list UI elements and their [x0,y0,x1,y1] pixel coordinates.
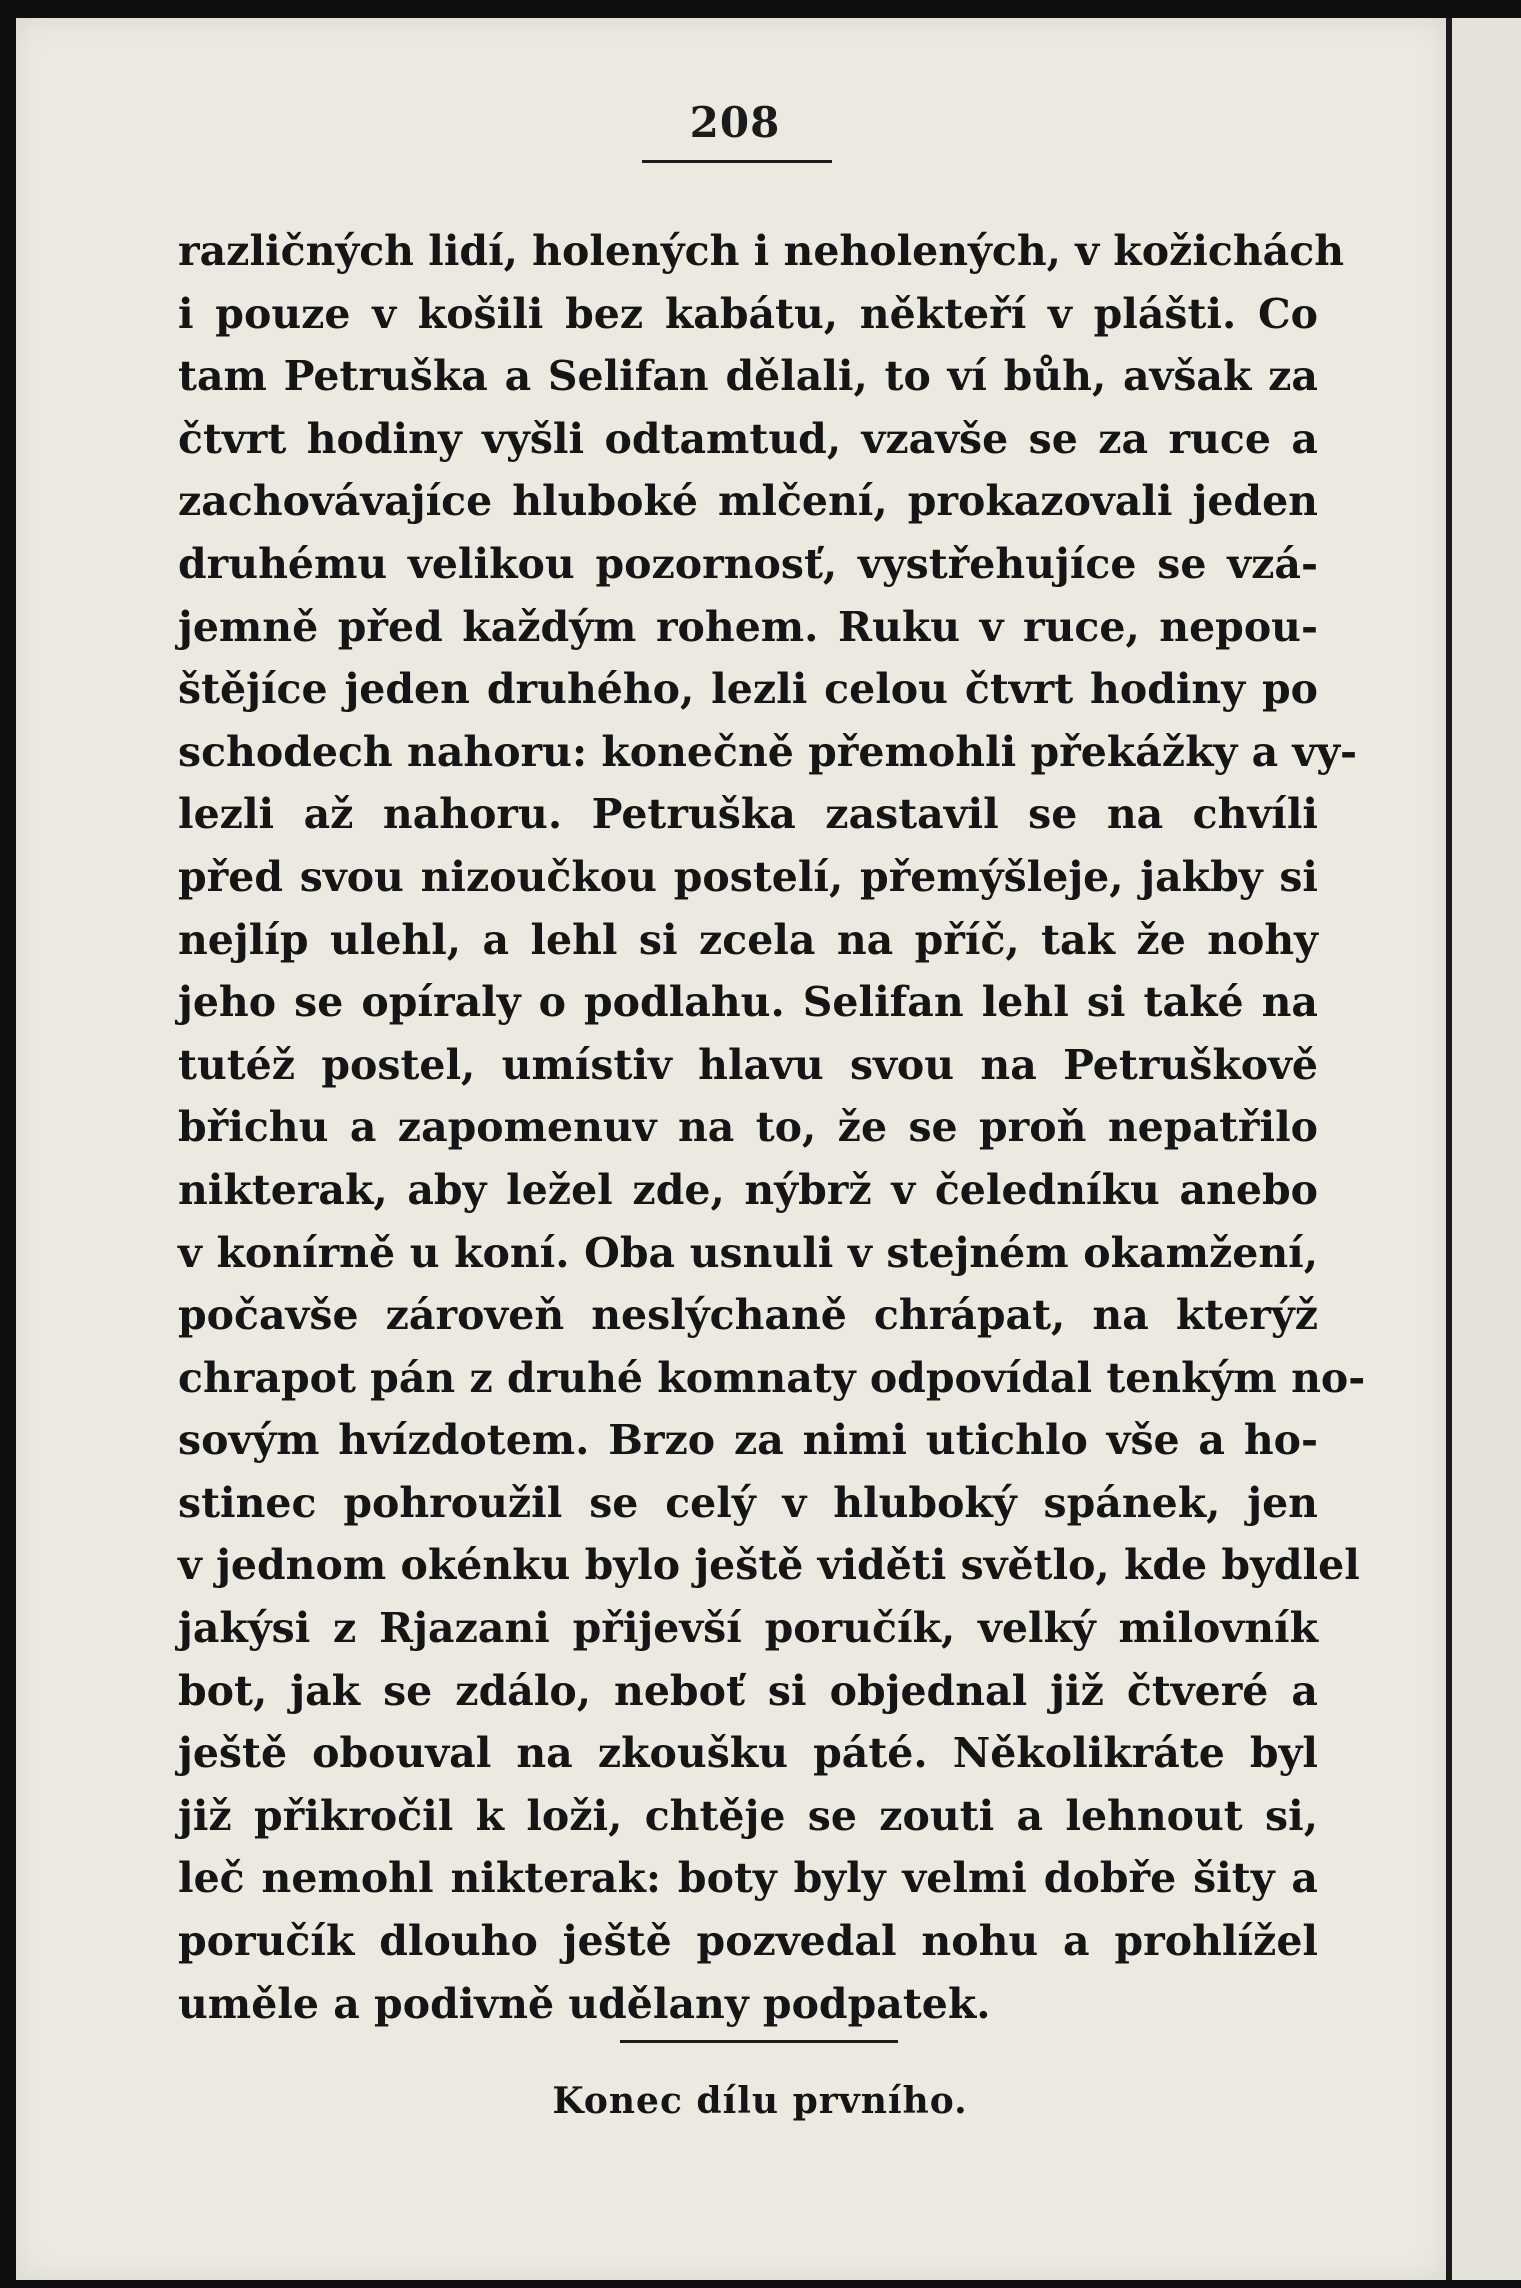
text-line: nikterak, aby ležel zde, nýbrž v čeledníku anebo [178,1165,1318,1214]
text-line: schodech nahoru: konečně přemohli překážky a vy- [178,727,1358,776]
text-line: jakýsi z Rjazani přijevší poručík, velký milovník [178,1604,1318,1653]
text-line: počavše zároveň neslýchaně chrápat, na kterýž [178,1291,1318,1340]
text-line: před svou nizoučkou postelí, přemýšleje, jakby si [178,852,1318,901]
text-line: lezli až nahoru. Petruška zastavil se na chvíli [178,790,1318,839]
text-line: nejlíp ulehl, a lehl si zcela na příč, tak že nohy [178,915,1318,964]
text-line: bot, jak se zdálo, neboť si objednal již čtveré a [178,1666,1318,1715]
text-line: leč nemohl nikterak: boty byly velmi dobře šity a [178,1854,1318,1903]
text-line: již přikročil k loži, chtěje se zouti a lehnout si, [178,1791,1318,1840]
end-note: Konec dílu prvního. [552,2080,968,2122]
text-line: uměle a podivně udělany podpatek. [178,1979,991,2028]
text-line: poručík dlouho ještě pozvedal nohu a prohlížel [178,1917,1318,1966]
text-line: ještě obouval na zkoušku páté. Několikráte byl [178,1729,1318,1778]
text-line: v jednom okénku bylo ještě viděti světlo, kde bydlel [178,1541,1360,1590]
text-line: sovým hvízdotem. Brzo za nimi utichlo vše a ho- [178,1416,1318,1465]
text-line: břichu a zapomenuv na to, že se proň nepatřilo [178,1103,1318,1152]
page-number-rule [642,160,832,163]
text-line: tam Petruška a Selifan dělali, to ví bůh, avšak za [178,352,1318,401]
text-line: jemně před každým rohem. Ruku v ruce, nepou- [178,602,1318,651]
text-line: i pouze v košili bez kabátu, někteří v plášti. Co [178,289,1318,338]
next-page-edge [1452,18,1521,2280]
text-line: čtvrt hodiny vyšli odtamtud, vzavše se za ruce a [178,414,1318,463]
text-line: štějíce jeden druhého, lezli celou čtvrt hodiny po [178,665,1318,714]
page-number: 208 [689,98,781,147]
text-line: jeho se opíraly o podlahu. Selifan lehl si také na [178,978,1318,1027]
text-line: tutéž postel, umístiv hlavu svou na Petruškově [178,1040,1318,1089]
text-line: zachovávajíce hluboké mlčení, prokazovali jeden [178,477,1318,526]
body-text [178,220,1366,2035]
text-line: chrapot pán z druhé komnaty odpovídal tenkým no- [178,1353,1366,1402]
end-rule [620,2040,898,2043]
text-line: druhému velikou pozornosť, vystřehujíce se vzá- [178,539,1318,588]
text-line: različných lidí, holených i neholených, v kožichách [178,227,1345,275]
text-line: v konírně u koní. Oba usnuli v stejném okamžení, [178,1228,1318,1277]
text-line: stinec pohroužil se celý v hluboký spánek, jen [178,1478,1318,1527]
